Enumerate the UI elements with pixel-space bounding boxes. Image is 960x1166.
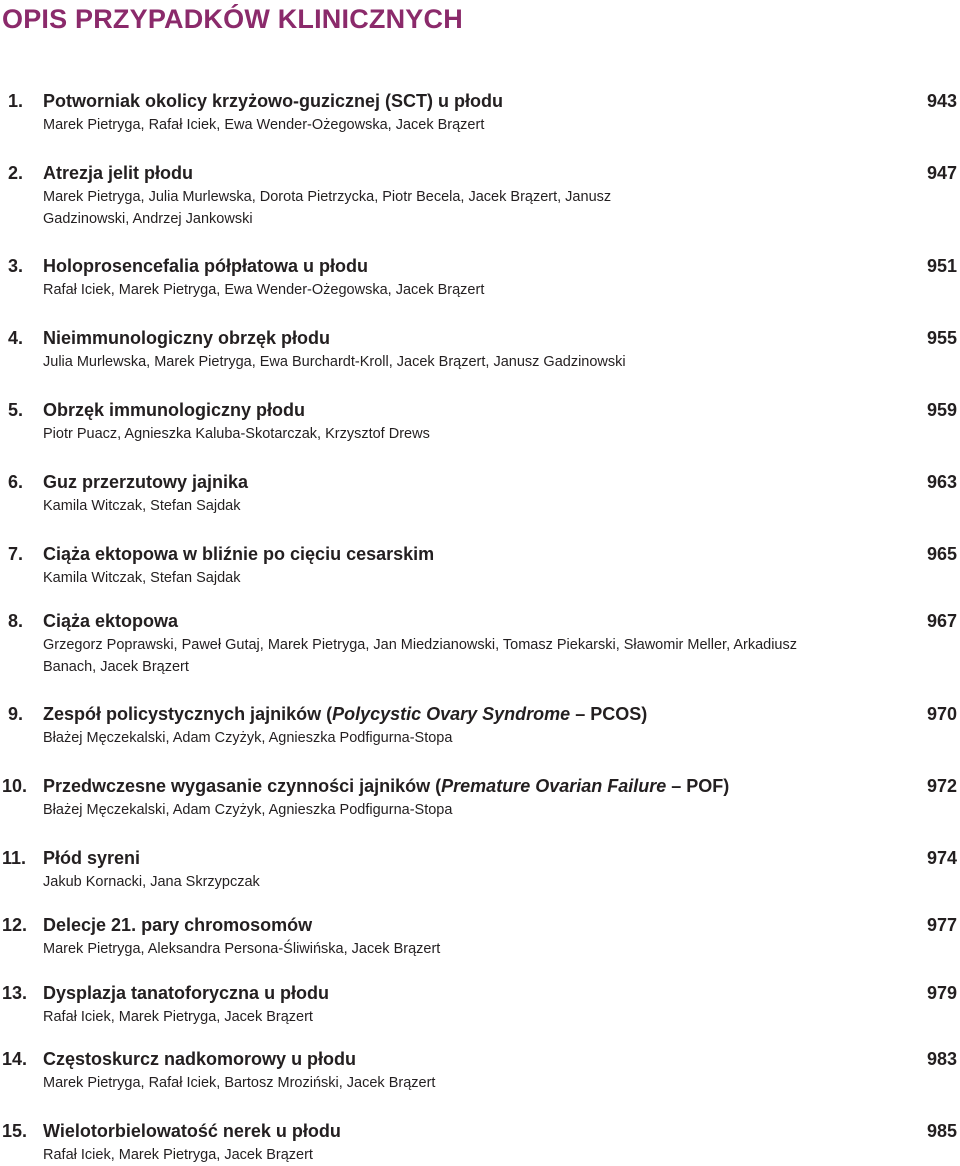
entry-page-number: 951 — [926, 256, 957, 276]
entry-heading — [0, 912, 960, 938]
toc-entry[interactable] — [0, 253, 960, 301]
entry-title-part: – POF) — [666, 776, 730, 796]
entry-number: 15. — [2, 1121, 28, 1141]
entry-authors: Rafał Iciek, Marek Pietryga, Jacek Brązert — [43, 1009, 313, 1025]
entry-page-number: 947 — [926, 163, 957, 183]
toc-entry[interactable] — [0, 397, 960, 445]
entry-authors: Marek Pietryga, Julia Murlewska, Dorota Pietrzycka, Piotr Becela, Jacek Brązert, Janusz Gadzinowski, Andrzej Jankowski — [43, 189, 612, 227]
entry-title-italic: Polycystic Ovary Syndrome — [332, 704, 571, 724]
toc-entry[interactable] — [0, 912, 960, 960]
entry-heading — [0, 845, 960, 871]
entry-authors: Jakub Kornacki, Jana Skrzypczak — [43, 874, 260, 890]
entry-heading — [0, 88, 960, 114]
entry-authors: Marek Pietryga, Rafał Iciek, Bartosz Mroziński, Jacek Brązert — [43, 1075, 436, 1091]
entry-heading — [0, 160, 960, 186]
entry-heading — [0, 773, 960, 799]
entry-title[interactable]: Delecje 21. pary chromosomów — [43, 915, 313, 935]
toc-entry[interactable] — [0, 88, 960, 136]
entry-page-number: 979 — [926, 983, 957, 1003]
entry-page-number: 963 — [926, 472, 957, 492]
toc-entry[interactable] — [0, 845, 960, 893]
entry-page-number: 972 — [926, 776, 957, 796]
entry-number: 1. — [8, 91, 24, 111]
entry-heading — [0, 608, 960, 634]
entry-authors: Marek Pietryga, Rafał Iciek, Ewa Wender-Ożegowska, Jacek Brązert — [43, 117, 485, 133]
entry-number: 12. — [2, 915, 28, 935]
entry-heading — [0, 253, 960, 279]
entry-number: 14. — [2, 1049, 28, 1069]
toc-entry[interactable] — [0, 980, 960, 1028]
entry-page-number: 970 — [926, 704, 957, 724]
entry-heading — [0, 541, 960, 567]
entry-page-number: 967 — [926, 611, 957, 631]
entry-authors: Grzegorz Poprawski, Paweł Gutaj, Marek Pietryga, Jan Miedzianowski, Tomasz Piekarski, Sławomir Meller, Arkadiusz Banach, Jacek Brązert — [43, 637, 797, 675]
entry-page-number: 974 — [926, 848, 957, 868]
entry-authors: Piotr Puacz, Agnieszka Kaluba-Skotarczak, Krzysztof Drews — [43, 426, 430, 442]
entry-authors: Rafał Iciek, Marek Pietryga, Ewa Wender-Ożegowska, Jacek Brązert — [43, 282, 485, 298]
entry-heading — [0, 1046, 960, 1072]
entry-title[interactable]: Ciąża ektopowa — [43, 611, 179, 631]
toc-entry[interactable] — [0, 608, 960, 678]
toc-entry[interactable] — [0, 469, 960, 517]
entry-authors: Julia Murlewska, Marek Pietryga, Ewa Burchardt-Kroll, Jacek Brązert, Janusz Gadzinowski — [43, 354, 626, 370]
toc-entry[interactable] — [0, 1118, 960, 1166]
toc-entry[interactable] — [0, 1046, 960, 1094]
toc-entry[interactable] — [0, 773, 960, 821]
entry-page-number: 959 — [926, 400, 957, 420]
entry-page-number: 943 — [926, 91, 957, 111]
entry-heading — [0, 1118, 960, 1144]
entry-number: 8. — [8, 611, 24, 631]
entry-number: 5. — [8, 400, 24, 420]
entry-title[interactable]: Ciąża ektopowa w bliźnie po cięciu cesarskim — [43, 544, 435, 564]
entry-page-number: 977 — [926, 915, 957, 935]
entry-number: 10. — [2, 776, 28, 796]
entry-authors: Marek Pietryga, Aleksandra Persona-Śliwińska, Jacek Brązert — [43, 941, 441, 957]
entry-title-part: Zespół policystycznych jajników ( — [43, 704, 333, 724]
entry-authors: Rafał Iciek, Marek Pietryga, Jacek Brązert — [43, 1147, 313, 1163]
entry-title[interactable]: Obrzęk immunologiczny płodu — [43, 400, 306, 420]
toc-entry[interactable] — [0, 325, 960, 373]
entry-authors: Kamila Witczak, Stefan Sajdak — [43, 498, 241, 514]
entry-number: 11. — [2, 848, 27, 868]
entry-heading — [0, 325, 960, 351]
toc-entry[interactable] — [0, 701, 960, 749]
entry-number: 3. — [8, 256, 24, 276]
entry-page-number: 983 — [926, 1049, 957, 1069]
entry-title[interactable]: Holoprosencefalia półpłatowa u płodu — [43, 256, 369, 276]
entry-title[interactable] — [43, 773, 880, 799]
entry-title-part: Przedwczesne wygasanie czynności jajników ( — [43, 776, 442, 796]
entry-page-number: 985 — [926, 1121, 957, 1141]
entry-authors: Błażej Męczekalski, Adam Czyżyk, Agnieszka Podfigurna-Stopa — [43, 802, 453, 818]
entry-title[interactable]: Wielotorbielowatość nerek u płodu — [43, 1121, 341, 1141]
entry-number: 2. — [8, 163, 24, 183]
entry-authors: Kamila Witczak, Stefan Sajdak — [43, 570, 241, 586]
entry-heading — [0, 980, 960, 1006]
entry-title[interactable] — [43, 701, 880, 727]
entry-number: 7. — [8, 544, 24, 564]
entry-title-part: – PCOS) — [570, 704, 648, 724]
entry-title[interactable]: Częstoskurcz nadkomorowy u płodu — [43, 1049, 357, 1069]
page-title: OPIS PRZYPADKÓW KLINICZNYCH — [2, 4, 463, 34]
entry-heading — [0, 469, 960, 495]
toc-entry[interactable] — [0, 160, 960, 230]
entry-number: 9. — [8, 704, 24, 724]
entry-title[interactable]: Atrezja jelit płodu — [43, 163, 194, 183]
entry-authors: Błażej Męczekalski, Adam Czyżyk, Agnieszka Podfigurna-Stopa — [43, 730, 453, 746]
entry-number: 6. — [8, 472, 24, 492]
toc-entry[interactable] — [0, 541, 960, 589]
entry-heading — [0, 701, 960, 727]
entry-number: 13. — [2, 983, 28, 1003]
entry-title[interactable]: Guz przerzutowy jajnika — [43, 472, 249, 492]
entry-heading — [0, 397, 960, 423]
entry-title[interactable]: Potworniak okolicy krzyżowo-guzicznej (SCT) u płodu — [43, 91, 504, 111]
entry-title[interactable]: Nieimmunologiczny obrzęk płodu — [43, 328, 331, 348]
entry-page-number: 965 — [926, 544, 957, 564]
entry-title-italic: Premature Ovarian Failure — [441, 776, 667, 796]
entry-title[interactable]: Płód syreni — [43, 848, 141, 868]
entry-page-number: 955 — [926, 328, 957, 348]
entry-title[interactable]: Dysplazja tanatoforyczna u płodu — [43, 983, 330, 1003]
entry-number: 4. — [8, 328, 24, 348]
